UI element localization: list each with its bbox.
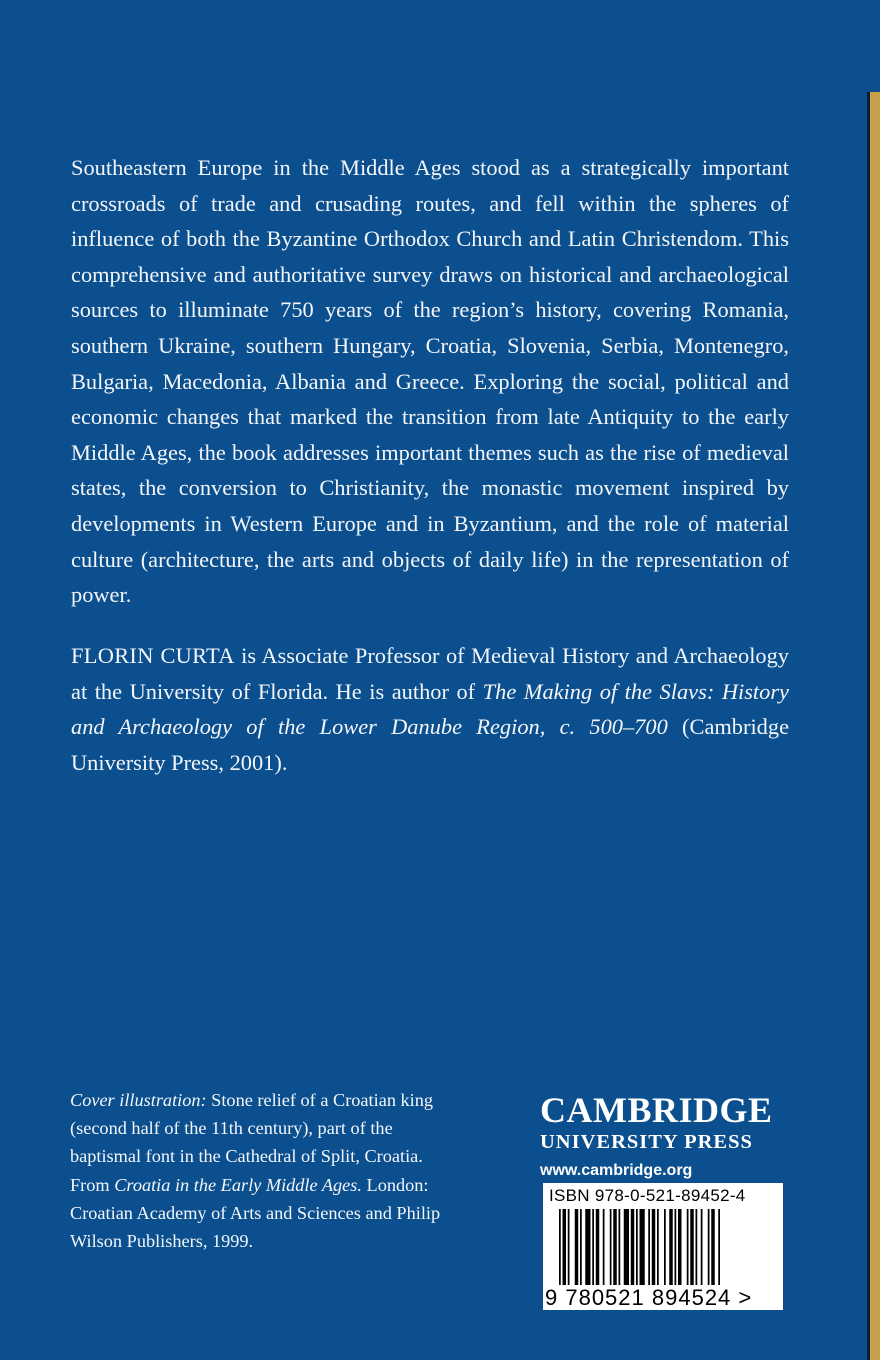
bio-text-end: (Cambridge University Press, 2001). [71, 714, 790, 775]
cover-illustration-credit [70, 1086, 460, 1255]
isbn-text: ISBN 978-0-521-89452-4 [549, 1186, 746, 1205]
book-description: Southeastern Europe in the Middle Ages stood as a strategically important crossroads of trade and crusading routes, and fell within the spheres of influence of both the Byzantine Orthodox Church and Latin Christendom. This comprehensive and authoritative survey draws on historical and archaeological sources to illuminate 750 years of the region’s history, covering Romania, southern Ukraine, southern Hungary, Croatia, Slovenia, Serbia, Montenegro, Bulgaria, Macedonia, Albania and Greece. Exploring the social, political and economic changes that marked the transition from late Antiquity to the early Middle Ages, the book addresses important themes such as the rise of medieval states, the conversion to Christianity, the monastic movement inspired by developments in Western Europe and in Byzantium, and the role of material culture (architecture, the arts and objects of daily life) in the representation of power. [71, 155, 789, 608]
barcode-bar [687, 1209, 689, 1285]
barcode-bar [664, 1209, 666, 1285]
barcode-bar [640, 1209, 645, 1285]
barcode-bar [636, 1209, 638, 1285]
previous-book-title: The Making of the Slavs: History and Archaeology of the Lower Danube Region, c. 500–700 [71, 678, 789, 740]
spine-edge [867, 92, 880, 1360]
barcode-bar [652, 1209, 656, 1285]
barcode-bar [619, 1209, 621, 1285]
barcode-bar [648, 1209, 650, 1285]
author-bio [71, 638, 789, 780]
barcode-bar [718, 1209, 720, 1285]
credit-source-title: Croatia in the Early Middle Ages. [114, 1174, 362, 1195]
barcode-bar [603, 1209, 605, 1285]
barcode-bars [559, 1209, 774, 1285]
barcode-bar [610, 1209, 612, 1285]
barcode-bar [678, 1209, 682, 1285]
publisher-url[interactable]: www.cambridge.org [540, 1162, 693, 1179]
barcode-bar [711, 1209, 715, 1285]
barcode-bar [592, 1209, 594, 1285]
barcode-bar [568, 1209, 570, 1285]
barcode-bar [669, 1209, 673, 1285]
publisher-logo [540, 1090, 790, 1180]
barcode-bar [585, 1209, 590, 1285]
barcode-bar [701, 1209, 703, 1285]
credit-label: Cover illustration: [70, 1090, 207, 1110]
bio-text: is Associate Professor of Medieval History and Archaeology at the University of Florida. He is author of [71, 643, 790, 704]
barcode-bar [624, 1209, 629, 1285]
credit-text-end: London: Croatian Academy of Arts and Sciences and Philip Wilson Publishers, 1999. [70, 1174, 441, 1252]
isbn-barcode [543, 1183, 783, 1310]
barcode-bar [690, 1209, 694, 1285]
barcode-bar [675, 1209, 677, 1285]
barcode-bar [580, 1209, 582, 1285]
barcode-bar [708, 1209, 710, 1285]
credit-text: Stone relief of a Croatian king (second half of the 11th century), part of the baptismal font in the Cathedral of Split, Croatia. From [70, 1090, 434, 1195]
barcode-bar [575, 1209, 579, 1285]
barcode-bar [696, 1209, 698, 1285]
barcode-bar [596, 1209, 600, 1285]
barcode-bar [613, 1209, 617, 1285]
barcode-digits: 9 780521 894524 > [545, 1285, 753, 1310]
publisher-subname: UNIVERSITY PRESS [540, 1131, 753, 1153]
barcode-bar [657, 1209, 659, 1285]
barcode-bar [631, 1209, 635, 1285]
barcode-bar [559, 1209, 561, 1285]
author-name: FLORIN CURTA [71, 643, 235, 668]
barcode-bar [563, 1209, 567, 1285]
publisher-name: CAMBRIDGE [540, 1090, 773, 1130]
